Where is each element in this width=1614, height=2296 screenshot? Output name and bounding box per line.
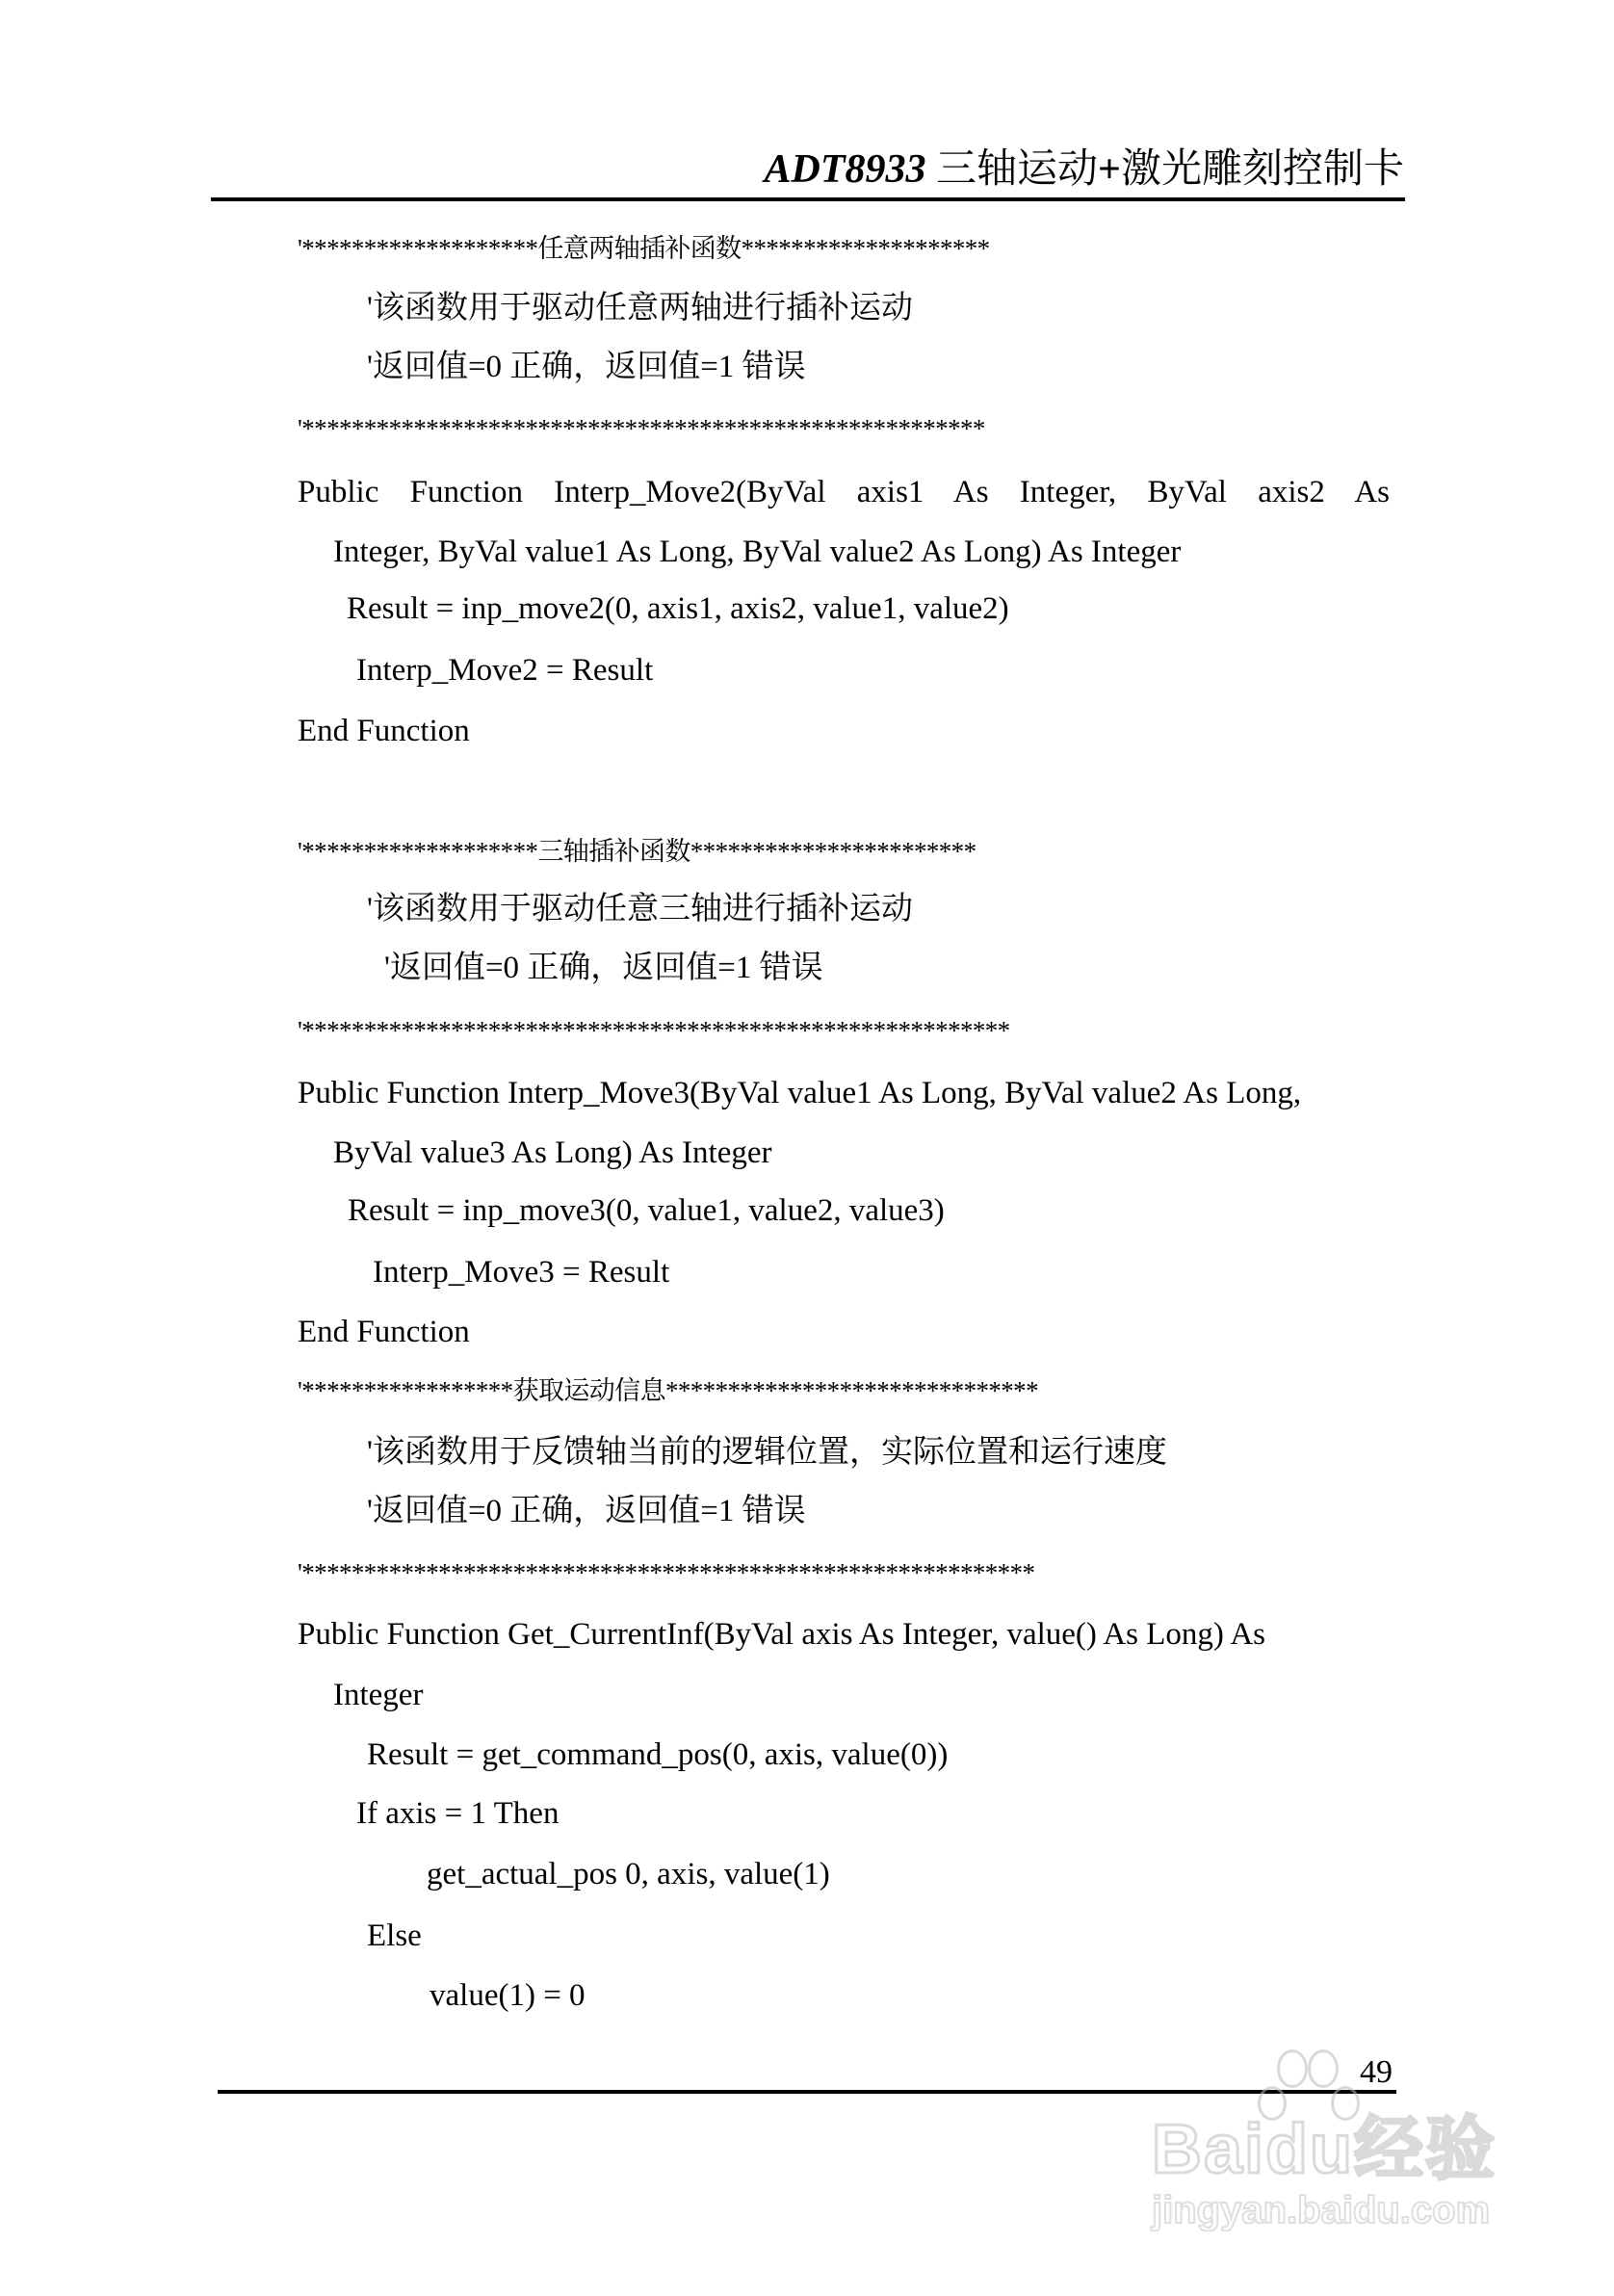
comment-line: '返回值=0 正确，返回值=1 错误: [367, 1494, 806, 1528]
code-line: Public Function Interp_Move2(ByVal axis1 As Integer, ByVal axis2 As: [298, 475, 1390, 509]
baidu-jingyan-watermark: [1152, 2049, 1527, 2242]
comment-line: '该函数用于驱动任意三轴进行插补运动: [367, 892, 913, 926]
comment-line: '返回值=0 正确，返回值=1 错误: [384, 951, 823, 985]
code-line: value(1) = 0: [430, 1978, 586, 2013]
comment-line: '该函数用于反馈轴当前的逻辑位置，实际位置和运行速度: [367, 1435, 1167, 1470]
paw-icon: [1308, 2049, 1339, 2088]
code-line: Integer, ByVal value1 As Long, ByVal value2 As Long) As Integer: [333, 535, 1182, 569]
code-line: Interp_Move3 = Result: [373, 1255, 670, 1290]
document-title: [765, 137, 1404, 195]
paw-icon: [1277, 2049, 1308, 2088]
title-part-2: 激光雕刻控制卡: [1120, 147, 1404, 192]
section-banner-get-current-inf: '*****************获取运动信息******************************: [298, 1376, 1038, 1405]
watermark-url: jingyan.baidu.com: [1152, 2189, 1491, 2231]
code-line: Result = inp_move2(0, axis1, axis2, value1, value2): [347, 591, 1009, 626]
code-line: Public Function Get_CurrentInf(ByVal axis As Integer, value() As Long) As: [298, 1617, 1266, 1652]
code-line: Integer: [333, 1678, 424, 1712]
comment-divider: '***********************************************************: [298, 1558, 1035, 1587]
code-line: Else: [367, 1918, 422, 1953]
code-line: If axis = 1 Then: [356, 1796, 560, 1831]
code-line: Interp_Move2 = Result: [356, 653, 654, 688]
title-part-1: 三轴运动: [925, 147, 1099, 192]
comment-line: '该函数用于驱动任意两轴进行插补运动: [367, 291, 913, 326]
code-line: End Function: [298, 714, 470, 748]
code-line: get_actual_pos 0, axis, value(1): [427, 1857, 830, 1892]
comment-divider: '*******************************************************: [298, 414, 985, 443]
code-line: Result = get_command_pos(0, axis, value(0)): [367, 1737, 949, 1772]
code-line: End Function: [298, 1315, 470, 1349]
header-divider: [211, 197, 1405, 201]
page-number: 49: [1360, 2054, 1393, 2090]
section-banner-interp-move3: '*******************三轴插补函数***********************: [298, 837, 976, 866]
product-model: ADT8933: [764, 147, 926, 192]
title-plus: +: [1098, 147, 1121, 192]
code-line: Result = inp_move3(0, value1, value2, value3): [348, 1193, 945, 1228]
comment-line: '返回值=0 正确，返回值=1 错误: [367, 350, 806, 384]
watermark-brand: Baidu经验: [1152, 2111, 1497, 2188]
code-line: Public Function Interp_Move3(ByVal value1 As Long, ByVal value2 As Long,: [298, 1076, 1302, 1110]
code-line: ByVal value3 As Long) As Integer: [333, 1135, 772, 1170]
comment-divider: '*********************************************************: [298, 1016, 1010, 1045]
section-banner-interp-move2: '*******************任意两轴插补函数********************: [298, 234, 990, 263]
